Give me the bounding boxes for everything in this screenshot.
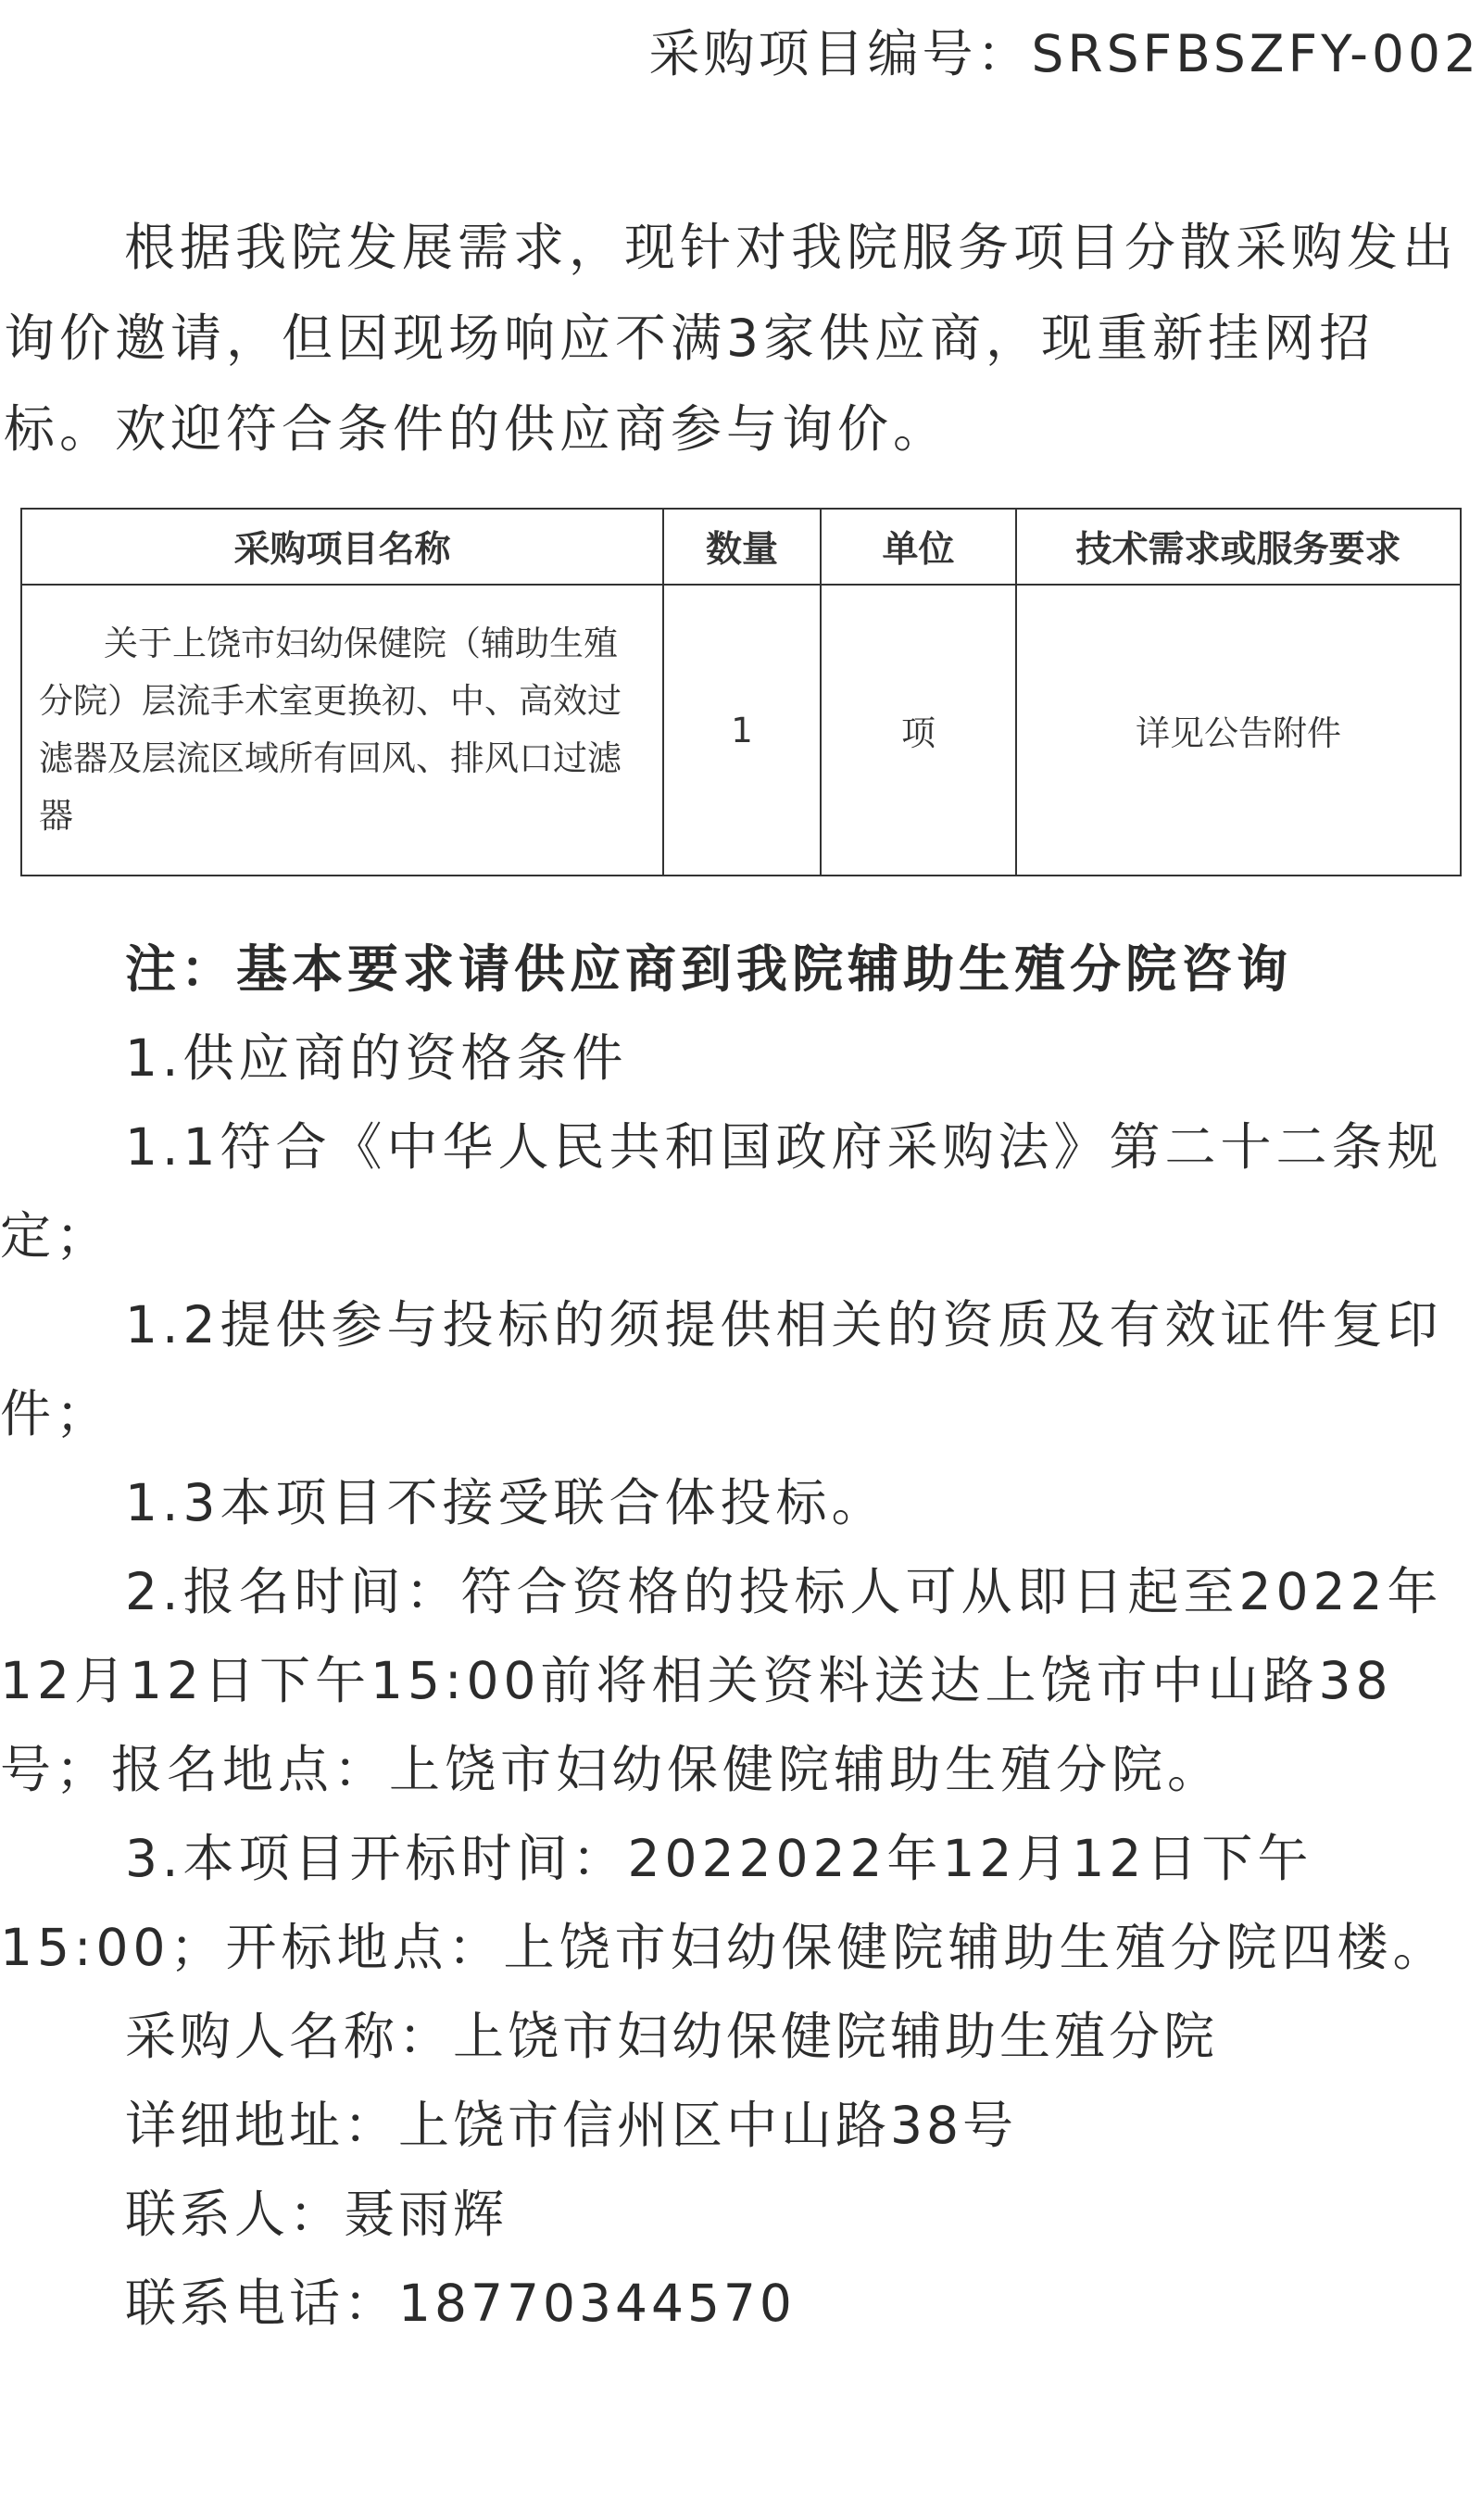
header-project-name: 采购项目名称 [21, 509, 663, 585]
project-number: 采购项目编号：SRSFBSZFY-002 [648, 24, 1480, 83]
header-unit: 单位 [821, 509, 1016, 585]
section-1-1: 1.1符合《中华人民共和国政府采购法》第二十二条规定； [0, 1117, 1443, 1266]
section-3-opening: 3.本项目开标时间：2022022年12月12日下午15:00；开标地点：上饶市妇幼保健院辅助生殖分院四楼。 [0, 1829, 1449, 1977]
table-header-row [21, 509, 1461, 585]
intro-paragraph: 根据我院发展需求，现针对我院服务项目分散采购发出询价邀请，但因现场响应不满3家供应商，现重新挂网招标。欢迎符合条件的供应商参与询价。 [4, 218, 1459, 459]
section-1-title: 1.供应商的资格条件 [125, 1028, 628, 1088]
purchaser-name: 采购人名称：上饶市妇幼保健院辅助生殖分院 [125, 2007, 1219, 2066]
announcement-body [0, 925, 1482, 2348]
contact-person: 联系人：聂雨辉 [125, 2185, 509, 2244]
cell-unit: 项 [821, 585, 1016, 876]
contact-phone: 联系电话：18770344570 [125, 2274, 796, 2333]
header-quantity: 数量 [663, 509, 821, 585]
cell-project-name: 关于上饶市妇幼保健院（辅助生殖分院）层流手术室更换初、中、高效过滤器及层流区域所有回风、排风口过滤器 [21, 585, 663, 876]
note-text: 注：基本要求请供应商到我院辅助生殖分院咨询 [125, 939, 1293, 999]
cell-requirement: 详见公告附件 [1016, 585, 1461, 876]
procurement-table [20, 508, 1462, 876]
purchaser-address: 详细地址：上饶市信州区中山路38号 [125, 2096, 1017, 2155]
section-1-2: 1.2提供参与投标的须提供相关的资质及有效证件复印件； [0, 1295, 1443, 1443]
section-1-3: 1.3本项目不接受联合体投标。 [125, 1473, 887, 1532]
table-row [21, 585, 1461, 876]
header-requirement: 技术需求或服务要求 [1016, 509, 1461, 585]
section-2-registration: 2.报名时间：符合资格的投标人可从即日起至2022年12月12日下午15:00前将相关资料送达上饶市中山路38号；报名地点：上饶市妇幼保健院辅助生殖分院。 [0, 1562, 1443, 1799]
cell-quantity: 1 [663, 585, 821, 876]
